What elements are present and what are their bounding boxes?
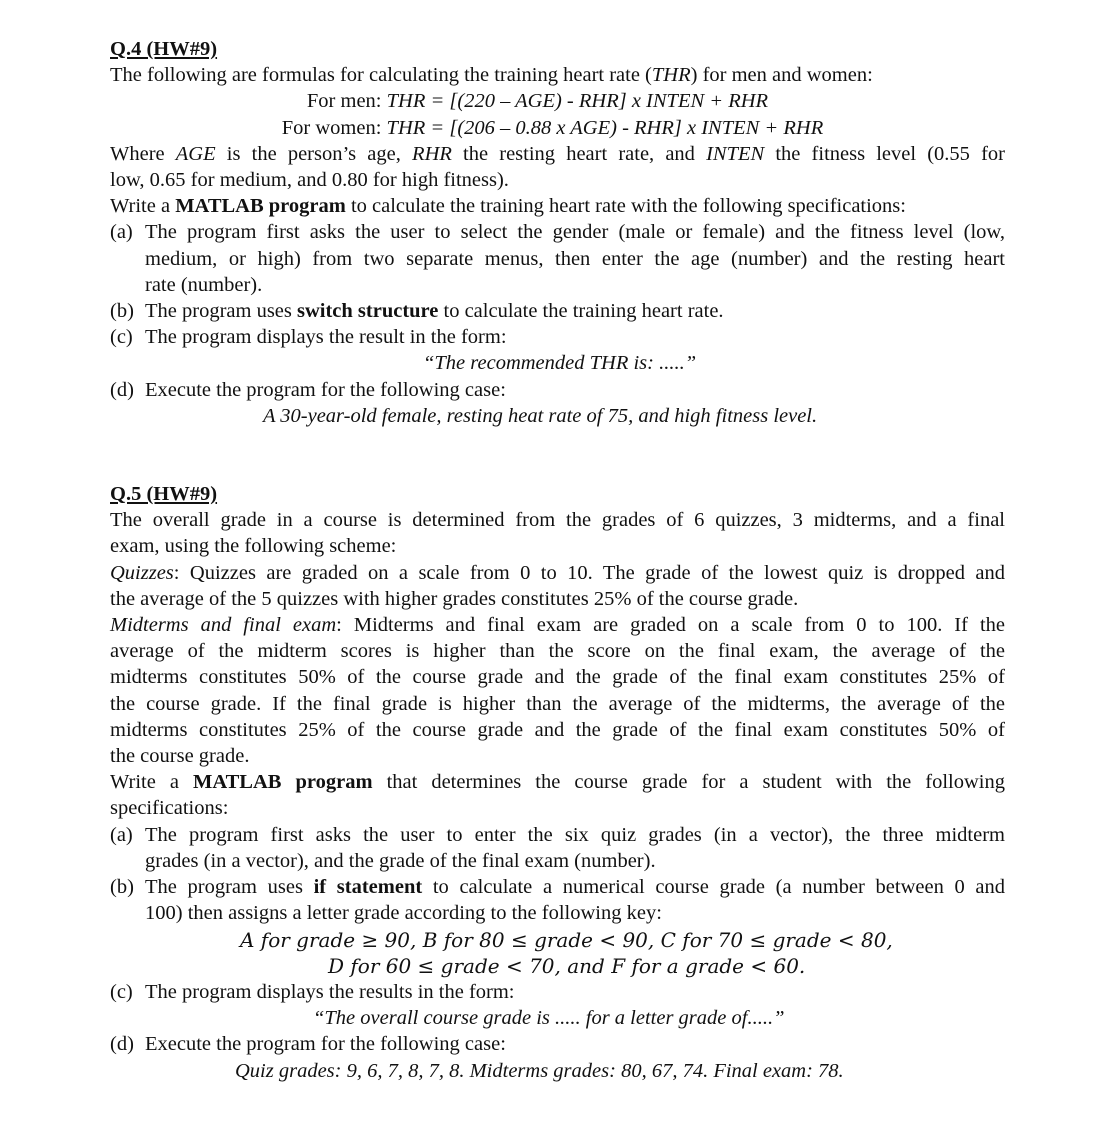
q5-intro-line-2: exam, using the following scheme:: [110, 535, 397, 558]
q4-intro-text-end: ) for men and women:: [690, 64, 873, 87]
q5-mid-text: : Midterms and final exam are graded on a scale from 0 to 100. If the: [336, 614, 1005, 637]
q5-write-line: [110, 769, 1005, 795]
q4-women-formula: THR = [(206 – 0.88 x AGE) - RHR] x INTEN + RHR: [386, 116, 824, 139]
q4-item-b-line: [145, 298, 1005, 324]
q5-quiz-label: Quizzes: [110, 561, 174, 584]
q4-item-b: [110, 298, 1005, 324]
q5-quiz-text: : Quizzes are graded on a scale from 0 to 10. The grade of the lowest quiz is dropped and: [173, 561, 1005, 584]
q5-quiz-line-1: [110, 560, 1005, 586]
q4-write-line: [110, 193, 1005, 219]
q5-item-c: [110, 979, 1005, 1005]
q4-men-label: For men:: [306, 90, 387, 113]
q5-mid-line-2: average of the midterm scores is higher than the score on the final exam, the average of the: [110, 640, 1005, 663]
q4-test-case: A 30-year-old female, resting heat rate of 75, and high fitness level.: [263, 404, 818, 427]
q5-item-b-line: [145, 874, 1005, 900]
q4-where-text: the resting heart rate, and: [451, 142, 707, 165]
q4-item-a-label: (a): [110, 221, 133, 244]
q5-item-a-line: grades (in a vector), and the grade of the final exam (number).: [145, 849, 656, 872]
q5-mid-label: Midterms and final exam: [110, 614, 337, 637]
q5-test-case: Quiz grades: 9, 6, 7, 8, 7, 8. Midterms grades: 80, 67, 74. Final exam: 78.: [235, 1059, 844, 1082]
q4-where-line-2: low, 0.65 for medium, and 0.80 for high fitness).: [110, 169, 509, 192]
section-gap: [110, 429, 1005, 481]
q5-item-c-label: (c): [110, 980, 133, 1003]
q4-item-c-label: (c): [110, 326, 133, 349]
q5-item-b-text: The program uses: [145, 876, 314, 899]
q5-item-d: [110, 1031, 1005, 1057]
q5-mid-line-6: the course grade.: [110, 745, 250, 768]
q4-item-c: [110, 324, 1005, 350]
q4-write-bold: MATLAB program: [175, 195, 346, 218]
q4-item-a-line: rate (number).: [145, 273, 263, 296]
q4-item-a-line: medium, or high) from two separate menus, then enter the age (number) and the resting heart: [145, 247, 1005, 270]
q4-women-label: For women:: [281, 116, 387, 139]
q5-item-a-line: The program first asks the user to enter the six quiz grades (in a vector), the three midterm: [145, 823, 1005, 846]
q4-women-formula-line: [110, 115, 1005, 141]
q5-item-b-bold: if statement: [313, 876, 423, 899]
q5-mid-line-1: [110, 612, 1005, 638]
q5-write-text: Write a: [110, 771, 193, 794]
q4-output-format: “The recommended THR is: .....”: [423, 352, 697, 375]
q4-men-formula: THR = [(220 – AGE) - RHR] x INTEN + RHR: [386, 90, 769, 113]
q4-intro-text: The following are formulas for calculating the training heart rate (: [110, 64, 652, 87]
q4-item-a-line: The program first asks the user to select the gender (male or female) and the fitness level (low,: [145, 221, 1005, 244]
q5-item-c-text: The program displays the results in the form:: [145, 980, 515, 1003]
q4-where-line-1: [110, 141, 1005, 167]
q5-quiz-line-2: the average of the 5 quizzes with higher grades constitutes 25% of the course grade.: [110, 587, 799, 610]
q4-item-d-text: Execute the program for the following case:: [145, 378, 506, 401]
q4-write-text: Write a: [110, 195, 176, 218]
document-page: [110, 36, 1005, 1084]
q5-write-bold: MATLAB program: [193, 771, 373, 794]
q5-item-a: [110, 822, 1005, 874]
q4-men-formula-line: [110, 88, 1005, 114]
q5-item-b-label: (b): [110, 876, 134, 899]
q4-write-text-end: to calculate the training heart rate with the following specifications:: [345, 195, 906, 218]
q4-item-a: [110, 219, 1005, 298]
q5-mid-line-3: midterms constitutes 50% of the course grade and the grade of the final exam constitutes 25% of: [110, 666, 1005, 689]
q5-mid-line-4: the course grade. If the final grade is higher than the average of the midterms, the average of the: [110, 692, 1005, 715]
q5-item-d-text: Execute the program for the following case:: [145, 1033, 506, 1056]
grade-key-line-1: A for grade ≥ 90, B for 80 ≤ grade < 90, C for 70 ≤ grade < 80,: [240, 927, 893, 952]
q4-where-text: is the person’s age,: [215, 142, 413, 165]
q4-where-age: AGE: [175, 142, 216, 165]
grade-key-line-2: D for 60 ≤ grade < 70, and F for a grade < 60.: [328, 953, 806, 978]
q5-mid-line-5: midterms constitutes 25% of the course grade and the grade of the final exam constitutes 50% of: [110, 718, 1005, 741]
q4-where-inten: INTEN: [706, 142, 765, 165]
q4-where-text: Where: [110, 142, 176, 165]
q4-item-d-label: (d): [110, 378, 134, 401]
q4-item-b-label: (b): [110, 300, 134, 323]
q5-item-d-label: (d): [110, 1033, 134, 1056]
q5-item-a-label: (a): [110, 823, 133, 846]
q4-intro: [110, 62, 1005, 88]
q4-heading: Q.4 (HW#9): [110, 38, 218, 60]
q5-write-text-end: that determines the course grade for a student with the following: [372, 771, 1005, 794]
q5-heading: Q.5 (HW#9): [110, 483, 218, 506]
q5-intro-line-1: The overall grade in a course is determined from the grades of 6 quizzes, 3 midterms, and a final: [110, 509, 1005, 532]
q4-item-d: [110, 377, 1005, 403]
q4-item-b-text: The program uses: [145, 300, 297, 323]
q5-item-b-text-end: to calculate a numerical course grade (a number between 0 and: [422, 876, 1006, 899]
q4-item-b-text-end: to calculate the training heart rate.: [438, 300, 724, 323]
q4-item-c-text: The program displays the result in the form:: [145, 326, 507, 349]
q5-output-format: “The overall course grade is ..... for a letter grade of.....”: [313, 1007, 785, 1030]
q4-where-rhr: RHR: [412, 142, 452, 165]
q5-write-line-2: specifications:: [110, 797, 229, 820]
q4-item-b-bold: switch structure: [297, 300, 439, 323]
q4-intro-var: THR: [651, 64, 691, 87]
q5-item-b-line-2: 100) then assigns a letter grade according to the following key:: [145, 902, 662, 925]
q5-item-b: [110, 874, 1005, 926]
q4-where-text: the fitness level (0.55 for: [764, 142, 1005, 165]
